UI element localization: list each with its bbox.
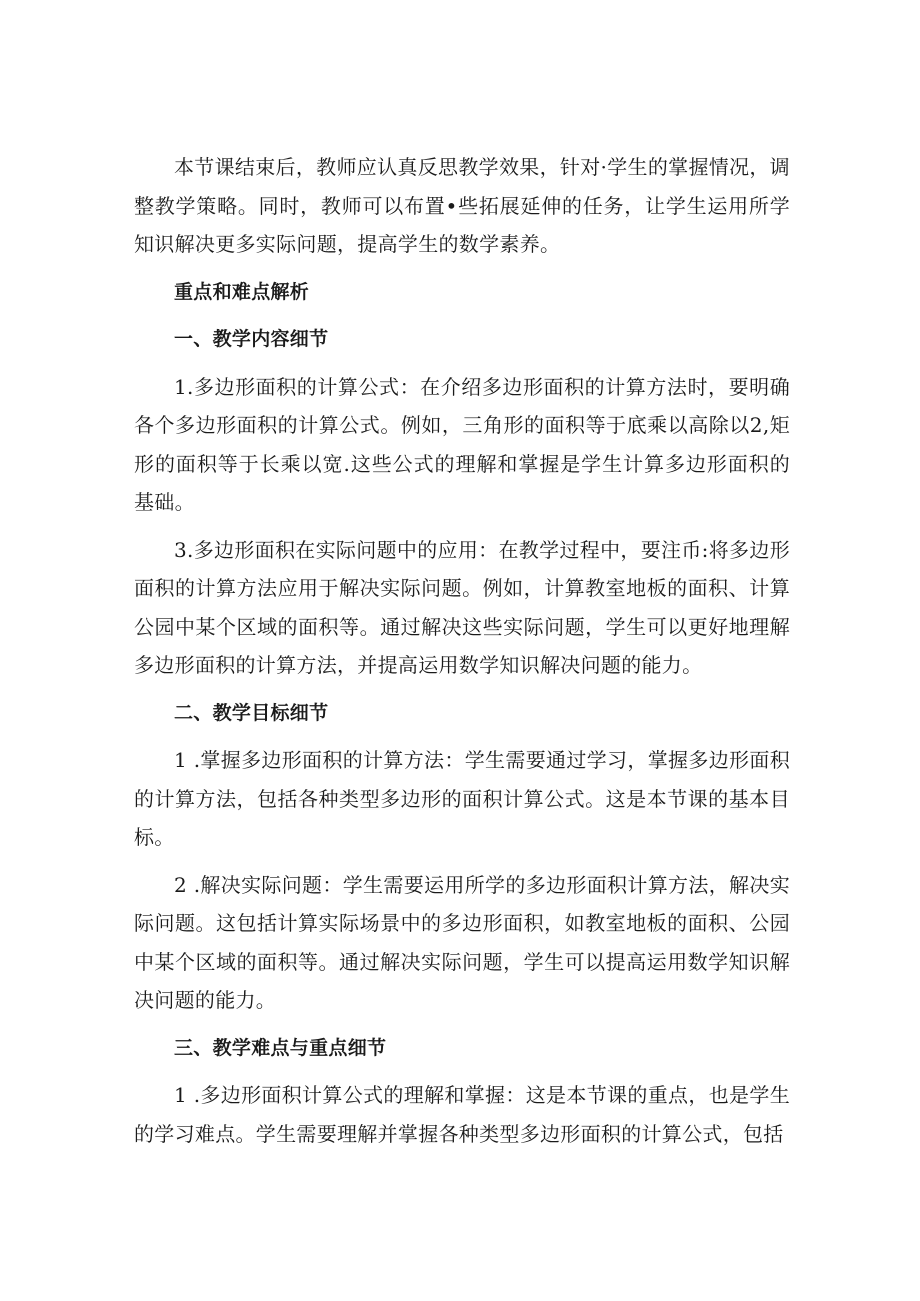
intro-paragraph: 本节课结束后，教师应认真反思教学效果，针对·学生的掌握情况，调整教学策略。同时，教师可以布置•些拓展延伸的任务，让学生运用所学知识解决更多实际问题，提高学生的数学素养。 — [134, 155, 790, 256]
part3-item1: 1 .多边形面积计算公式的理解和掌握：这是本节课的重点，也是学生的学习难点。学生需要理解并掌握各种类型多边形面积的计算公式，包括 — [134, 1083, 790, 1146]
part2-item2: 2 .解决实际问题：学生需要运用所学的多边形面积计算方法，解决实际问题。这包括计算实际场景中的多边形面积，如教室地板的面积、公园中某个区域的面积等。通过解决实际问题，学生可以提高运用数学知识解决问题的能力。 — [134, 872, 790, 1012]
part1-item1: 1.多边形面积的计算公式：在介绍多边形面积的计算方法时，要明确各个多边形面积的计算公式。例如，三角形的面积等于底乘以高除以2,矩形的面积等于长乘以宽.这些公式的理解和掌握是学生计算多边形面积的基础。 — [134, 374, 790, 514]
part2-item1: 1 .掌握多边形面积的计算方法：学生需要通过学习，掌握多边形面积的计算方法，包括各种类型多边形的面积计算公式。这是本节课的基本目标。 — [134, 748, 790, 849]
part1-item3: 3.多边形面积在实际问题中的应用：在教学过程中，要注币:将多边形面积的计算方法应用于解决实际问题。例如，计算教室地板的面积、计算公园中某个区域的面积等。通过解决这些实际问题，学生可以更好地理解多边形面积的计算方法，并提高运用数学知识解决问题的能力。 — [134, 537, 790, 677]
part2-heading: 二、教学目标细节 — [174, 701, 329, 724]
document-page — [134, 148, 790, 1153]
section-title: 重点和难点解析 — [174, 280, 310, 303]
part3-heading: 三、教学难点与重点细节 — [174, 1036, 387, 1059]
part1-heading: 一、教学内容细节 — [174, 328, 329, 350]
